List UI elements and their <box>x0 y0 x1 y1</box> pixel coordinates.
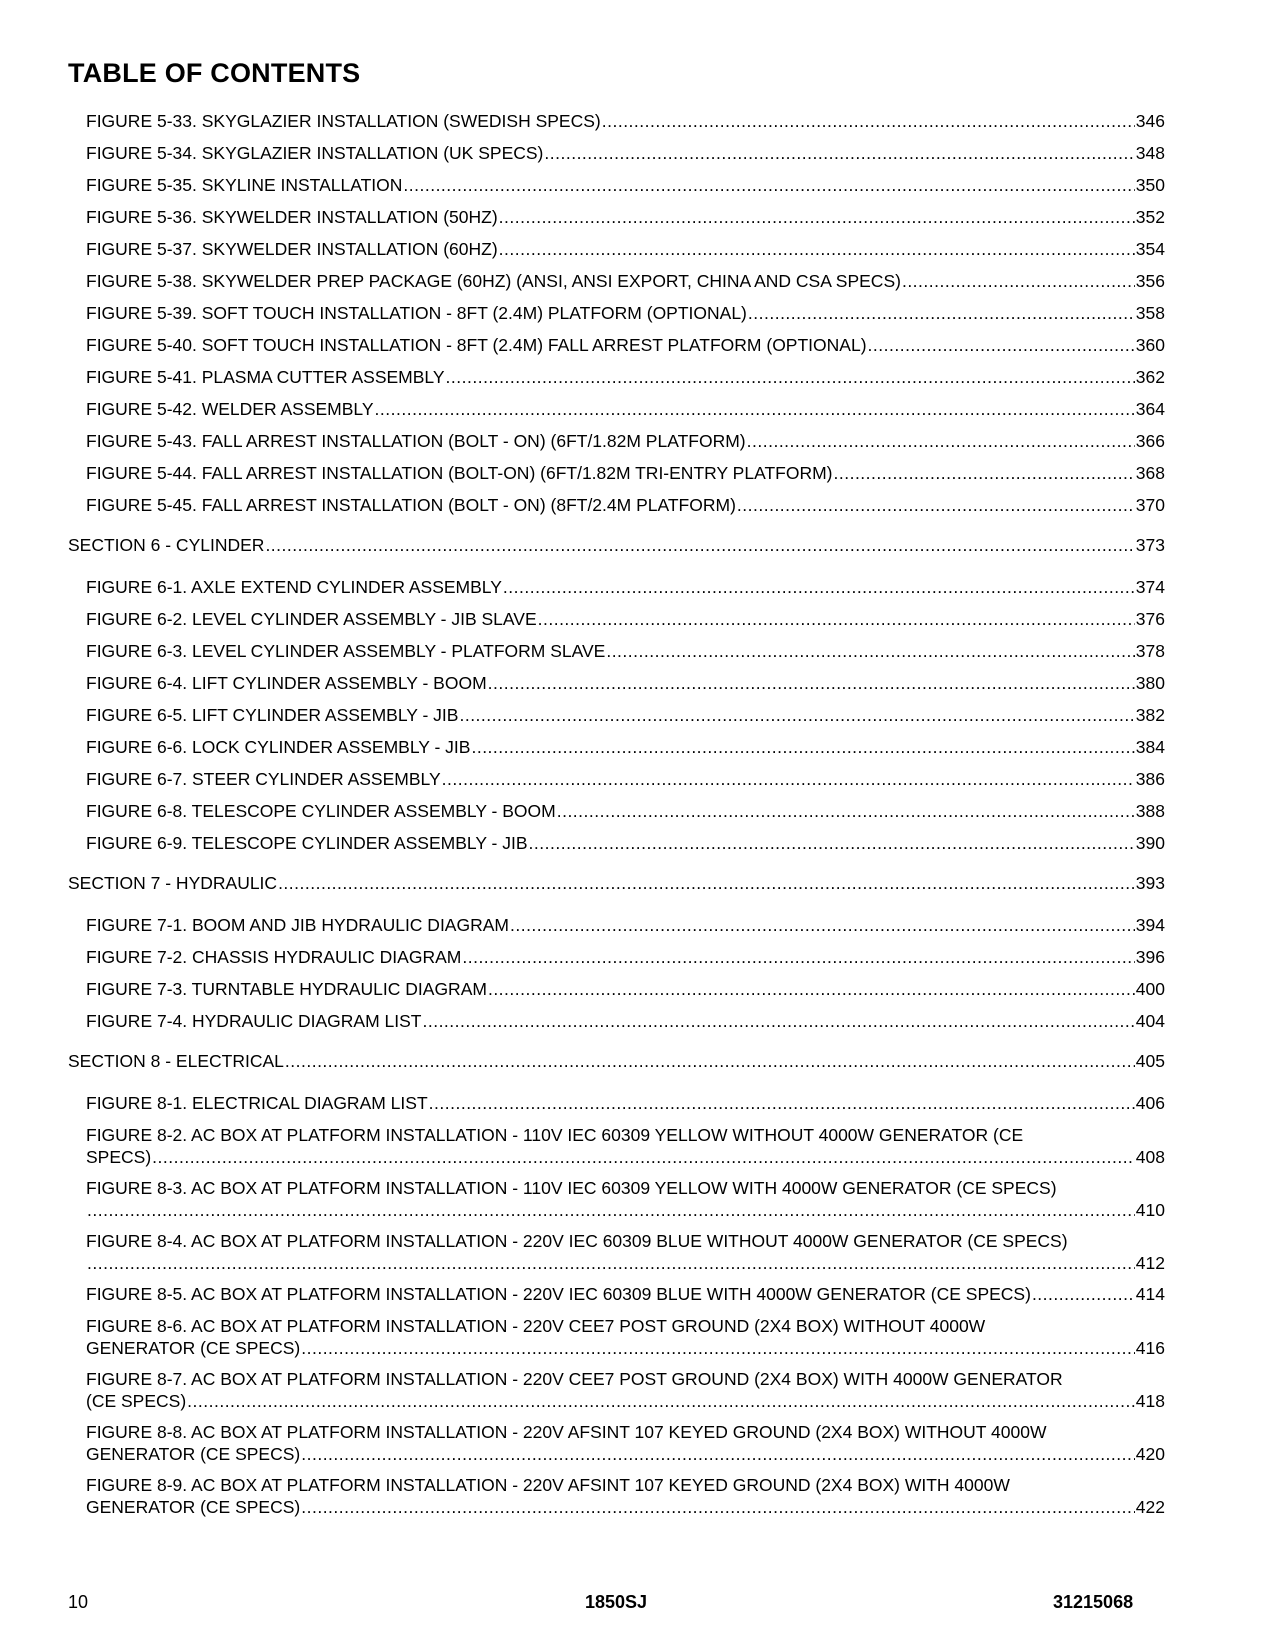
dot-leader <box>187 1390 1135 1412</box>
toc-entry-label: FIGURE 8-1. ELECTRICAL DIAGRAM LIST <box>86 1093 428 1113</box>
toc-figure-entry[interactable] <box>86 608 1165 640</box>
toc-figure-entry[interactable] <box>86 142 1165 174</box>
toc-figure-entry[interactable] <box>86 736 1165 768</box>
toc-page-number: 366 <box>1135 431 1165 451</box>
toc-entry-label: FIGURE 8-2. AC BOX AT PLATFORM INSTALLATION - 110V IEC 60309 YELLOW WITHOUT 4000W GENERATOR (CE <box>86 1125 1024 1145</box>
toc-figure-entry[interactable] <box>86 430 1165 462</box>
dot-leader <box>510 914 1135 936</box>
dot-leader <box>422 1010 1134 1032</box>
toc-entry-label: FIGURE 6-4. LIFT CYLINDER ASSEMBLY - BOOM <box>86 673 487 693</box>
toc-figure-entry[interactable] <box>86 1315 1165 1368</box>
dot-leader <box>834 462 1135 484</box>
table-of-contents <box>68 110 1165 1527</box>
toc-figure-entry[interactable] <box>86 1124 1165 1177</box>
toc-page-number: 384 <box>1135 737 1165 757</box>
toc-page-number: 396 <box>1135 947 1165 967</box>
dot-leader <box>902 270 1135 292</box>
toc-entry-label: FIGURE 8-5. AC BOX AT PLATFORM INSTALLATION - 220V IEC 60309 BLUE WITH 4000W GENERATOR (CE SPECS) <box>86 1284 1031 1304</box>
toc-figure-entry[interactable] <box>86 398 1165 430</box>
toc-entry-label: FIGURE 5-39. SOFT TOUCH INSTALLATION - 8FT (2.4M) PLATFORM (OPTIONAL) <box>86 303 747 323</box>
toc-entry-label: FIGURE 7-3. TURNTABLE HYDRAULIC DIAGRAM <box>86 979 487 999</box>
toc-page-number: 356 <box>1135 271 1165 291</box>
toc-page-number: 364 <box>1135 399 1165 419</box>
toc-figure-entry[interactable] <box>86 1092 1165 1124</box>
dot-leader <box>462 946 1134 968</box>
dot-leader <box>375 398 1135 420</box>
toc-entry-label: SECTION 7 - HYDRAULIC <box>68 873 278 893</box>
dot-leader <box>557 800 1135 822</box>
toc-entry-label: SECTION 6 - CYLINDER <box>68 535 265 555</box>
toc-page-number: 422 <box>1135 1497 1165 1517</box>
dot-leader <box>278 872 1135 894</box>
dot-leader <box>737 494 1135 516</box>
dot-leader <box>285 1050 1135 1072</box>
dot-leader <box>87 1199 1135 1221</box>
dot-leader <box>488 978 1135 1000</box>
toc-figure-entry[interactable] <box>86 1474 1165 1527</box>
toc-page-number: 420 <box>1135 1444 1165 1464</box>
dot-leader <box>1032 1283 1135 1305</box>
toc-figure-entry[interactable] <box>86 768 1165 800</box>
toc-figure-entry[interactable] <box>86 174 1165 206</box>
dot-leader <box>403 174 1134 196</box>
toc-entry-label: FIGURE 6-9. TELESCOPE CYLINDER ASSEMBLY - JIB <box>86 833 528 853</box>
toc-page-number: 348 <box>1135 143 1165 163</box>
toc-entry-label: FIGURE 5-42. WELDER ASSEMBLY <box>86 399 374 419</box>
toc-page-number: 376 <box>1135 609 1165 629</box>
dot-leader <box>868 334 1135 356</box>
toc-entry-label: FIGURE 5-38. SKYWELDER PREP PACKAGE (60HZ) (ANSI, ANSI EXPORT, CHINA AND CSA SPECS) <box>86 271 901 291</box>
dot-leader <box>488 672 1135 694</box>
toc-figure-entry[interactable] <box>86 462 1165 494</box>
toc-entry-label: FIGURE 8-8. AC BOX AT PLATFORM INSTALLATION - 220V AFSINT 107 KEYED GROUND (2X4 BOX) WITHOUT 4000W <box>86 1422 1047 1442</box>
dot-leader <box>499 206 1135 228</box>
toc-entry-label: FIGURE 7-2. CHASSIS HYDRAULIC DIAGRAM <box>86 947 462 967</box>
dot-leader <box>748 302 1135 324</box>
toc-figure-entry[interactable] <box>86 334 1165 366</box>
toc-entry-label: GENERATOR (CE SPECS) <box>86 1338 301 1358</box>
toc-section-entry[interactable] <box>68 872 1165 914</box>
dot-leader <box>503 576 1135 598</box>
toc-entry-label: FIGURE 5-35. SKYLINE INSTALLATION <box>86 175 403 195</box>
toc-page-number: 418 <box>1135 1391 1165 1411</box>
toc-figure-entry[interactable] <box>86 640 1165 672</box>
footer-model: 1850SJ <box>585 1592 648 1612</box>
toc-entry-label: FIGURE 5-45. FALL ARREST INSTALLATION (BOLT - ON) (8FT/2.4M PLATFORM) <box>86 495 736 515</box>
dot-leader <box>499 238 1135 260</box>
dot-leader <box>442 768 1135 790</box>
toc-page-number: 373 <box>1135 535 1165 555</box>
toc-entry-label: FIGURE 5-33. SKYGLAZIER INSTALLATION (SWEDISH SPECS) <box>86 111 601 131</box>
toc-entry-label: FIGURE 7-4. HYDRAULIC DIAGRAM LIST <box>86 1011 422 1031</box>
toc-page-number: 352 <box>1135 207 1165 227</box>
dot-leader <box>301 1443 1135 1465</box>
dot-leader <box>152 1146 1135 1168</box>
toc-page-number: 404 <box>1135 1011 1165 1031</box>
toc-figure-entry[interactable] <box>86 1177 1165 1230</box>
toc-figure-entry[interactable] <box>86 1230 1165 1283</box>
footer-page-number: 10 <box>68 1592 89 1612</box>
toc-page-number: 393 <box>1135 873 1165 893</box>
toc-figure-entry[interactable] <box>86 946 1165 978</box>
toc-figure-entry[interactable] <box>86 914 1165 946</box>
toc-entry-label: FIGURE 5-36. SKYWELDER INSTALLATION (50HZ) <box>86 207 498 227</box>
toc-figure-entry[interactable] <box>86 1368 1165 1421</box>
toc-page-number: 406 <box>1135 1093 1165 1113</box>
toc-entry-label: FIGURE 5-40. SOFT TOUCH INSTALLATION - 8FT (2.4M) FALL ARREST PLATFORM (OPTIONAL) <box>86 335 867 355</box>
toc-page-number: 370 <box>1135 495 1165 515</box>
toc-page-number: 368 <box>1135 463 1165 483</box>
toc-entry-label: (CE SPECS) <box>86 1391 187 1411</box>
dot-leader <box>87 1252 1135 1274</box>
toc-figure-entry[interactable] <box>86 832 1165 864</box>
toc-page-number: 412 <box>1135 1253 1165 1273</box>
toc-entry-label: FIGURE 6-3. LEVEL CYLINDER ASSEMBLY - PLATFORM SLAVE <box>86 641 606 661</box>
toc-page-number: 358 <box>1135 303 1165 323</box>
toc-figure-entry[interactable] <box>86 1421 1165 1474</box>
dot-leader <box>471 736 1134 758</box>
toc-entry-label: SPECS) <box>86 1147 152 1167</box>
toc-page-number: 362 <box>1135 367 1165 387</box>
toc-entry-label: GENERATOR (CE SPECS) <box>86 1497 301 1517</box>
toc-entry-label: FIGURE 5-41. PLASMA CUTTER ASSEMBLY <box>86 367 445 387</box>
toc-page-number: 390 <box>1135 833 1165 853</box>
toc-figure-entry[interactable] <box>86 206 1165 238</box>
toc-entry-label: FIGURE 8-3. AC BOX AT PLATFORM INSTALLATION - 110V IEC 60309 YELLOW WITH 4000W GENERATOR (CE SPECS) <box>86 1178 1057 1198</box>
toc-figure-entry[interactable] <box>86 1010 1165 1042</box>
toc-figure-entry[interactable] <box>86 238 1165 270</box>
toc-entry-label: FIGURE 8-7. AC BOX AT PLATFORM INSTALLATION - 220V CEE7 POST GROUND (2X4 BOX) WITH 4000W GENERATOR <box>86 1369 1063 1389</box>
toc-section-entry[interactable] <box>68 534 1165 576</box>
toc-figure-entry[interactable] <box>86 270 1165 302</box>
toc-page-number: 380 <box>1135 673 1165 693</box>
toc-entry-label: FIGURE 7-1. BOOM AND JIB HYDRAULIC DIAGRAM <box>86 915 509 935</box>
toc-entry-label: FIGURE 6-5. LIFT CYLINDER ASSEMBLY - JIB <box>86 705 459 725</box>
toc-entry-label: GENERATOR (CE SPECS) <box>86 1444 301 1464</box>
toc-page-number: 386 <box>1135 769 1165 789</box>
toc-page-number: 388 <box>1135 801 1165 821</box>
toc-entry-label: SECTION 8 - ELECTRICAL <box>68 1051 284 1071</box>
toc-entry-label: FIGURE 5-37. SKYWELDER INSTALLATION (60HZ) <box>86 239 498 259</box>
toc-entry-label: FIGURE 8-6. AC BOX AT PLATFORM INSTALLATION - 220V CEE7 POST GROUND (2X4 BOX) WITHOUT 4000W <box>86 1316 986 1336</box>
dot-leader <box>301 1337 1135 1359</box>
toc-page-number: 410 <box>1135 1200 1165 1220</box>
dot-leader <box>459 704 1134 726</box>
dot-leader <box>747 430 1135 452</box>
toc-entry-label: FIGURE 8-4. AC BOX AT PLATFORM INSTALLATION - 220V IEC 60309 BLUE WITHOUT 4000W GENERATOR (CE SPECS) <box>86 1231 1068 1251</box>
toc-entry-label: FIGURE 5-43. FALL ARREST INSTALLATION (BOLT - ON) (6FT/1.82M PLATFORM) <box>86 431 746 451</box>
toc-figure-entry[interactable] <box>86 1283 1165 1315</box>
toc-figure-entry[interactable] <box>86 366 1165 398</box>
toc-page-number: 416 <box>1135 1338 1165 1358</box>
dot-leader <box>446 366 1135 388</box>
toc-figure-entry[interactable] <box>86 672 1165 704</box>
dot-leader <box>429 1092 1135 1114</box>
toc-entry-label: FIGURE 5-44. FALL ARREST INSTALLATION (BOLT-ON) (6FT/1.82M TRI-ENTRY PLATFORM) <box>86 463 833 483</box>
footer-doc-number: 31215068 <box>1053 1592 1134 1612</box>
dot-leader <box>602 110 1135 132</box>
toc-page-number: 414 <box>1135 1284 1165 1304</box>
toc-entry-label: FIGURE 6-1. AXLE EXTEND CYLINDER ASSEMBLY <box>86 577 502 597</box>
toc-page-number: 394 <box>1135 915 1165 935</box>
toc-figure-entry[interactable] <box>86 302 1165 334</box>
dot-leader <box>265 534 1134 556</box>
toc-page-number: 360 <box>1135 335 1165 355</box>
dot-leader <box>606 640 1134 662</box>
toc-entry-label: FIGURE 6-2. LEVEL CYLINDER ASSEMBLY - JIB SLAVE <box>86 609 537 629</box>
dot-leader <box>529 832 1135 854</box>
page-title: TABLE OF CONTENTS <box>68 58 361 88</box>
toc-page-number: 350 <box>1135 175 1165 195</box>
dot-leader <box>538 608 1135 630</box>
toc-figure-entry[interactable] <box>86 576 1165 608</box>
toc-entry-label: FIGURE 8-9. AC BOX AT PLATFORM INSTALLATION - 220V AFSINT 107 KEYED GROUND (2X4 BOX) WITH 4000W <box>86 1475 1010 1495</box>
toc-figure-entry[interactable] <box>86 800 1165 832</box>
toc-figure-entry[interactable] <box>86 110 1165 142</box>
toc-figure-entry[interactable] <box>86 978 1165 1010</box>
toc-page-number: 405 <box>1135 1051 1165 1071</box>
toc-page-number: 374 <box>1135 577 1165 597</box>
toc-page-number: 400 <box>1135 979 1165 999</box>
toc-entry-label: FIGURE 6-7. STEER CYLINDER ASSEMBLY <box>86 769 441 789</box>
toc-page-number: 346 <box>1135 111 1165 131</box>
dot-leader <box>301 1496 1135 1518</box>
toc-entry-label: FIGURE 6-8. TELESCOPE CYLINDER ASSEMBLY - BOOM <box>86 801 556 821</box>
dot-leader <box>544 142 1134 164</box>
toc-page-number: 408 <box>1135 1147 1165 1167</box>
toc-section-entry[interactable] <box>68 1050 1165 1092</box>
toc-figure-entry[interactable] <box>86 704 1165 736</box>
toc-page-number: 378 <box>1135 641 1165 661</box>
toc-page-number: 354 <box>1135 239 1165 259</box>
toc-entry-label: FIGURE 6-6. LOCK CYLINDER ASSEMBLY - JIB <box>86 737 471 757</box>
toc-figure-entry[interactable] <box>86 494 1165 526</box>
toc-entry-label: FIGURE 5-34. SKYGLAZIER INSTALLATION (UK SPECS) <box>86 143 544 163</box>
toc-page-number: 382 <box>1135 705 1165 725</box>
